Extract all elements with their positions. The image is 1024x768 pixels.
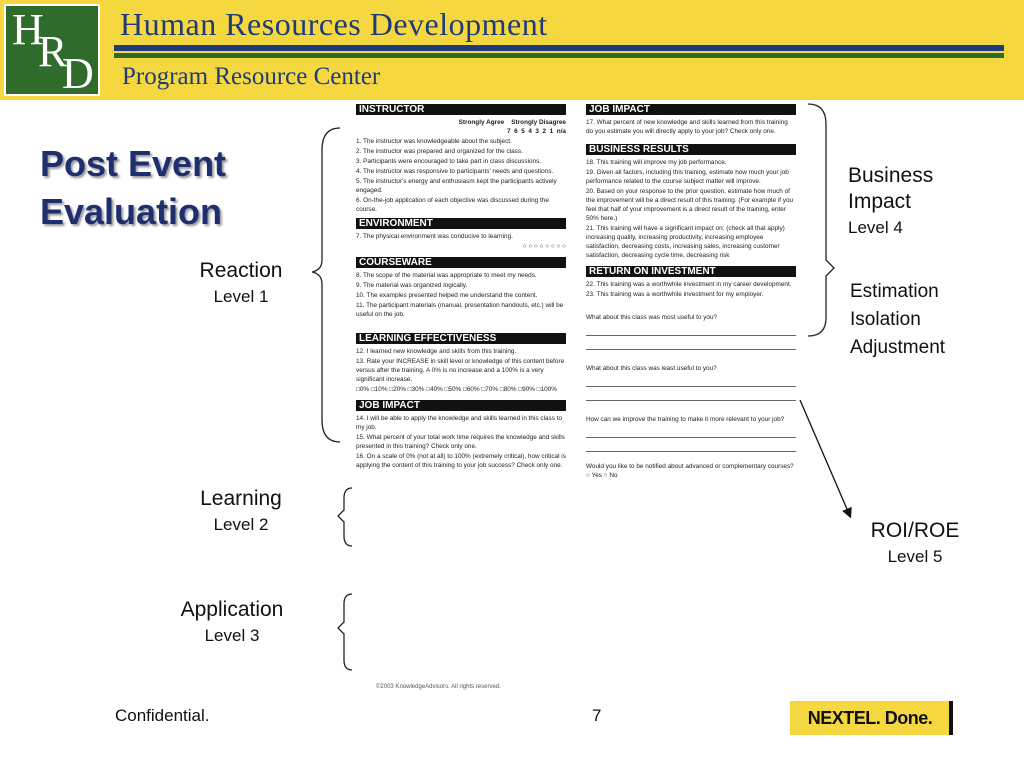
section-instructor: INSTRUCTOR: [356, 104, 566, 115]
question-4: 4. The instructor was responsive to participants' needs and questions.: [356, 168, 554, 175]
question-10: 10. The examples presented helped me understand the content.: [356, 292, 538, 299]
form-copyright: ©2003 KnowledgeAdvisors. All rights reserved.: [376, 684, 501, 690]
question-7: 7. The physical environment was conducive to learning.: [356, 233, 513, 240]
learning-level: Level 2: [213, 515, 269, 534]
question-6: 6. On-the-job application of each objective was discussed during the course.: [356, 197, 549, 213]
form-right-column: [586, 104, 796, 481]
answer-line[interactable]: [586, 428, 796, 438]
section-job-impact-right: JOB IMPACT: [586, 104, 796, 115]
answer-line[interactable]: [586, 326, 796, 336]
reaction-level: Level 1: [213, 287, 269, 306]
section-courseware: COURSEWARE: [356, 257, 566, 268]
answer-line[interactable]: [586, 377, 796, 387]
header-subtitle: Program Resource Center: [122, 63, 381, 90]
answer-line[interactable]: [586, 391, 796, 401]
question-22: 22. This training was a worthwhile investment in my career development.: [586, 281, 792, 288]
question-15: 15. What percent of your total work time requires the knowledge and skills presented in this training? Check only one.: [356, 434, 565, 450]
question-5: 5. The instructor's energy and enthusiasm kept the participants actively engaged.: [356, 178, 557, 194]
roi-name: ROI/ROE: [870, 519, 960, 542]
nextel-logo: NEXTEL. Done.: [790, 701, 950, 735]
question-17: 17. What percent of new knowledge and skills learned from this training do you estimate you will directly apply to your job? Check only one.: [586, 119, 788, 135]
rating-circles[interactable]: ○ ○ ○ ○ ○ ○ ○ ○: [522, 243, 566, 250]
logo-letter-h: H: [12, 5, 44, 54]
roi-arrow: [800, 400, 850, 516]
question-12: 12. I learned new knowledge and skills from this training.: [356, 348, 517, 355]
answer-line[interactable]: [586, 340, 796, 350]
roi-level: Level 5: [887, 547, 943, 566]
section-learning-effectiveness: LEARNING EFFECTIVENESS: [356, 333, 566, 344]
open-question-least-useful: What about this class was least useful to you?: [586, 365, 717, 372]
nextel-logo-bar: [949, 701, 953, 735]
question-18: 18. This training will improve my job performance.: [586, 159, 727, 166]
application-name: Application: [180, 598, 284, 621]
question-9: 9. The material was organized logically.: [356, 282, 468, 289]
section-environment: ENVIRONMENT: [356, 218, 566, 229]
reaction-name: Reaction: [199, 259, 283, 282]
business-level: Level 4: [848, 218, 903, 237]
open-question-most-useful: What about this class was most useful to you?: [586, 314, 718, 321]
application-bracket: [338, 594, 352, 670]
method-isolation: Isolation: [850, 309, 921, 330]
method-adjustment: Adjustment: [850, 337, 946, 358]
reaction-bracket: [312, 128, 340, 442]
question-21: 21. This training will have a significant impact on: (check all that apply) increasing quality, increasing productivity, increasing employee satisfaction, decreasing costs, increasing sales, increasing customer satisfaction, decreasing cycle time, decreasing risk: [586, 225, 785, 259]
footer-confidential: Confidential.: [115, 706, 210, 725]
learning-name: Learning: [200, 487, 282, 510]
question-13: 13. Rate your INCREASE in skill level or knowledge of this content before versus after the training. A 0% is no increase and a 100% is a very significant increase.: [356, 358, 565, 383]
method-estimation: Estimation: [850, 281, 939, 302]
section-job-impact-left: JOB IMPACT: [356, 400, 566, 411]
business-line2: Impact: [848, 190, 912, 213]
scale-header: Strongly Agree Strongly Disagree: [458, 119, 566, 126]
question-2: 2. The instructor was prepared and organized for the class.: [356, 148, 523, 155]
logo-letter-d: D: [62, 49, 94, 98]
logo-letter-r: R: [38, 27, 68, 76]
learning-bracket: [338, 488, 352, 546]
question-23: 23. This training was a worthwhile investment for my employer.: [586, 291, 764, 298]
business-bracket: [808, 104, 834, 336]
open-question-improve: How can we improve the training to make it more relevant to your job?: [586, 416, 785, 423]
scale-numbers: 7 6 5 4 3 2 1 n/a: [507, 128, 566, 135]
percent-options[interactable]: □0% □10% □20% □30% □40% □50% □60% □70% □80% □90% □100%: [356, 386, 557, 393]
business-line1: Business: [848, 164, 934, 187]
application-level: Level 3: [204, 626, 260, 645]
question-19: 19. Given all factors, including this training, estimate how much your job performance related to the course subject matter will improve.: [586, 169, 789, 185]
question-1: 1. The instructor was knowledgeable about the subject.: [356, 138, 512, 145]
section-business-results: BUSINESS RESULTS: [586, 144, 796, 155]
question-11: 11. The participant materials (manual, presentation handouts, etc.) will be useful on the job.: [356, 302, 564, 318]
section-return-on-investment: RETURN ON INVESTMENT: [586, 266, 796, 277]
slide-title-line1: Post Event: [40, 143, 227, 184]
slide-title-line2: Evaluation: [40, 191, 223, 232]
question-20: 20. Based on your response to the prior question, estimate how much of the improvement will be a direct result of this training. (For example if you feel that half of your improvement is a direct result of the training, enter 50% here.): [586, 188, 794, 222]
question-3: 3. Participants were encouraged to take part in class discussions.: [356, 158, 542, 165]
open-question-notify: Would you like to be notified about advanced or complementary courses? ○ Yes ○ No: [586, 463, 794, 479]
header-title: Human Resources Development: [120, 6, 548, 42]
form-left-column: [356, 104, 566, 471]
page-number: 7: [592, 706, 602, 725]
question-16: 16. On a scale of 0% (not at all) to 100% (extremely critical), how critical is applying the content of this training to your job success? Check only one.: [356, 453, 566, 469]
answer-line[interactable]: [586, 442, 796, 452]
question-8: 8. The scope of the material was appropriate to meet my needs.: [356, 272, 537, 279]
evaluation-form: [356, 104, 796, 694]
question-14: 14. I will be able to apply the knowledge and skills learned in this class to my job.: [356, 415, 563, 431]
